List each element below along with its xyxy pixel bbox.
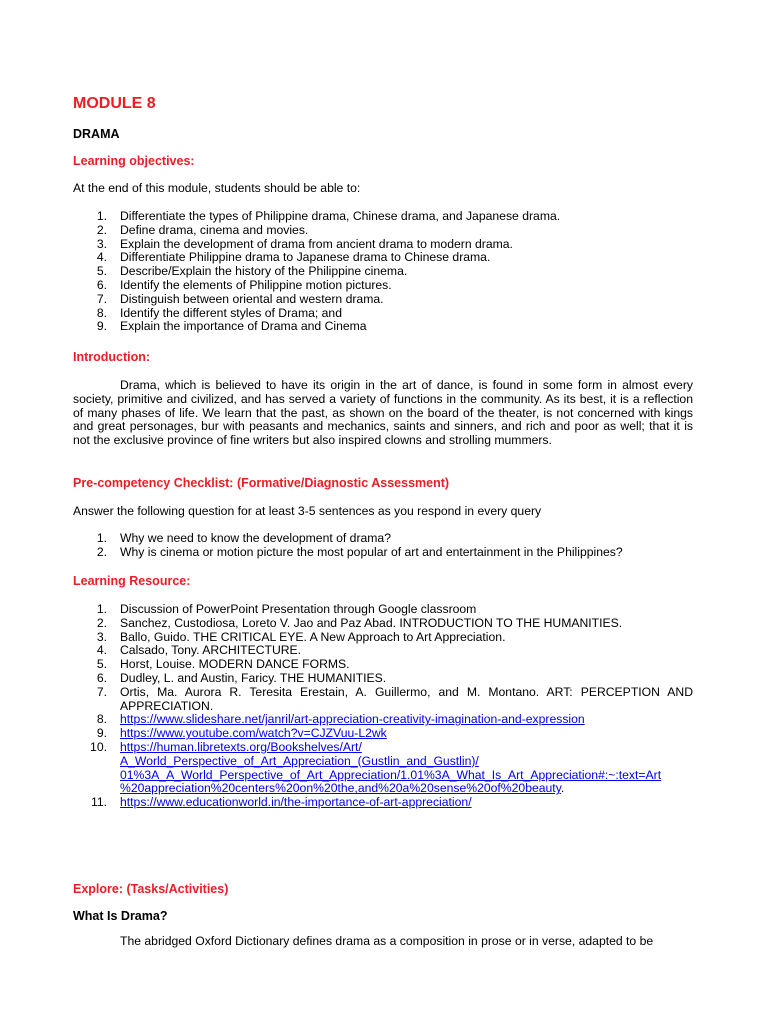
- list-item: 4. Calsado, Tony. ARCHITECTURE.: [96, 643, 302, 658]
- resource-link-item: 11. https://www.educationworld.in/the-importance-of-art-appreciation/: [90, 795, 472, 810]
- resources-list: [73, 603, 693, 810]
- subject-heading: DRAMA: [73, 127, 120, 141]
- list-item: 3. Explain the development of drama from ancient drama to modern drama.: [96, 236, 513, 251]
- resource-link-item: 10. https://human.libretexts.org/Bookshelves/Art/ A_World_Perspective_of_Art_Appreciation_(Gustlin_and_Gustlin)/ 01%3A_A_World_Perspective_of_Art_Appreciation/1.01%3A_What_Is_Art_Appreciation#:~:text=Art %20appreciation%20centers%20on%20the,and%20a%20sense%20of%20beauty.: [90, 739, 662, 796]
- checklist-instruction: Answer the following question for at least 3-5 sentences as you respond in every query: [73, 504, 542, 518]
- introduction-paragraph: Drama, which is believed to have its origin in the art of dance, is found in some form in almost every society, primitive and civilized, and has served a variety of functions in the community. As its best, it is a reflection of many phases of life. We learn that the past, as shown on the board of the theater, is not concerned with kings and great personages, bur with peasants and mechanics, saints and sinners, and rich and poor as well; that it is not the exclusive province of fine writers but also inspired clowns and strolling mummers.: [73, 378, 693, 448]
- list-item: 7. Ortis, Ma. Aurora R. Teresita Erestain, A. Guillermo, and M. Montano. ART: PERCEPTION AND APPRECIATION.: [96, 684, 693, 713]
- list-item: 8. Identify the different styles of Drama; and: [96, 305, 342, 320]
- list-item: 7. Distinguish between oriental and western drama.: [96, 291, 384, 306]
- list-item: 4. Differentiate Philippine drama to Japanese drama to Chinese drama.: [96, 250, 491, 265]
- resource-link[interactable]: https://human.libretexts.org/Bookshelves/Art/ A_World_Perspective_of_Art_Appreciation_(Gustlin_and_Gustlin)/ 01%3A_A_World_Perspective_of_Art_Appreciation/1.01%3A_What_Is_Art_Appreciation#:~:text=Art %20appreciation%20centers%20on%20the,and%20a%20sense%20of%20beauty: [120, 739, 662, 796]
- explore-paragraph: The abridged Oxford Dictionary defines drama as a composition in prose or in verse, adapted to be: [120, 934, 654, 948]
- list-item: 5. Horst, Louise. MODERN DANCE FORMS.: [96, 657, 350, 672]
- checklist-heading: Pre-competency Checklist: (Formative/Diagnostic Assessment): [73, 476, 450, 490]
- list-item: 1. Why we need to know the development of drama?: [96, 531, 391, 545]
- checklist-list: [73, 532, 693, 560]
- list-item: 6. Identify the elements of Philippine motion pictures.: [96, 277, 392, 292]
- resource-link[interactable]: https://www.slideshare.net/janril/art-appreciation-creativity-imagination-and-expression: [120, 712, 585, 727]
- list-item: 2. Sanchez, Custodiosa, Loreto V. Jao and Paz Abad. INTRODUCTION TO THE HUMANITIES.: [96, 615, 623, 630]
- explore-heading: Explore: (Tasks/Activities): [73, 882, 229, 896]
- what-is-drama-heading: What Is Drama?: [73, 909, 168, 923]
- list-item: 5. Describe/Explain the history of the Philippine cinema.: [96, 264, 408, 279]
- list-item: 2. Why is cinema or motion picture the most popular of art and entertainment in the Philippines?: [96, 544, 623, 559]
- objectives-intro: At the end of this module, students should be able to:: [73, 181, 361, 195]
- resource-link[interactable]: https://www.educationworld.in/the-importance-of-art-appreciation/: [120, 795, 472, 810]
- list-item: 2. Define drama, cinema and movies.: [96, 222, 309, 237]
- resource-link[interactable]: https://www.youtube.com/watch?v=CJZVuu-L2wk: [120, 726, 387, 741]
- list-item: 1. Discussion of PowerPoint Presentation through Google classroom: [96, 602, 477, 616]
- list-item: 9. Explain the importance of Drama and Cinema: [96, 319, 367, 334]
- objectives-heading: Learning objectives:: [73, 154, 195, 168]
- resource-link-item: 9. https://www.youtube.com/watch?v=CJZVuu-L2wk: [96, 726, 387, 741]
- resource-link-item: 8. https://www.slideshare.net/janril/art-appreciation-creativity-imagination-and-expression: [96, 712, 585, 727]
- introduction-heading: Introduction:: [73, 350, 151, 364]
- list-item: 1. Differentiate the types of Philippine drama, Chinese drama, and Japanese drama.: [96, 209, 561, 223]
- objectives-list: [73, 210, 693, 334]
- module-title: MODULE 8: [73, 95, 156, 112]
- resources-heading: Learning Resource:: [73, 574, 191, 588]
- list-item: 6. Dudley, L. and Austin, Faricy. THE HUMANITIES.: [96, 670, 387, 685]
- list-item: 3. Ballo, Guido. THE CRITICAL EYE. A New Approach to Art Appreciation.: [96, 629, 506, 644]
